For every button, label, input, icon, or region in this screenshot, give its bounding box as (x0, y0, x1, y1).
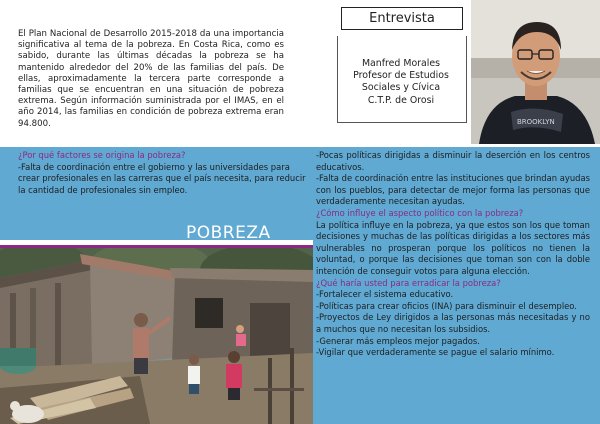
author-school: C.T.P. de Orosi (367, 94, 435, 106)
section-label-entrevista: Entrevista (341, 7, 463, 30)
poverty-scene-image (0, 248, 313, 424)
author-name: Manfred Morales (361, 58, 441, 69)
answer-1-continued-1: -Pocas políticas dirigidas a disminuir la deserción en los centros educativos. (316, 150, 590, 172)
author-credit (337, 58, 465, 107)
answer-2: La política influye en la pobreza, ya que estos son los que toman decisiones y muchas de las políticas dirigidas a los sectores más vulnerables no prosperan porque los políticos no tienen la voluntad, o porque las decisiones que toman son con la doble intención de conseguir votos para alguna elección. (316, 219, 590, 276)
answer-3-item: -Políticas para crear oficios (INA) para disminuir el desempleo. (316, 300, 577, 311)
intro-paragraph: El Plan Nacional de Desarrollo 2015-2018 da una importancia significativa al tema de la pobreza. En Costa Rica, como es sabido, durante las últimas décadas la pobreza se ha mantenido alrededor del 20% de las familias del país. De ellas, aproximadamente la tercera parte corresponde a familias que se encuentran en una situación de pobreza extrema. Según información suministrada por el IMAS, en el año 2014, las familias en condición de pobreza extrema eran 94.800. (18, 29, 284, 129)
svg-text:BROOKLYN: BROOKLYN (517, 118, 555, 126)
author-role-line1: Profesor de Estudios (353, 70, 449, 82)
author-role-line2: Sociales y Cívica (361, 82, 441, 94)
answer-3-item: -Proyectos de Ley dirigidos a las personas más necesitadas y no a muchos que no necesitan los subsidios. (316, 312, 590, 334)
answer-3-item: -Fortalecer el sistema educativo. (316, 289, 454, 300)
interview-left-column (18, 150, 306, 196)
answer-3-item: -Vigilar que verdaderamente se pague el salario mínimo. (316, 347, 555, 358)
question-2: ¿Cómo influye el aspecto político con la pobreza? (316, 207, 524, 218)
interview-right-column (316, 150, 590, 359)
answer-1: -Falta de coordinación entre el gobierno y las universidades para crear profesionales en las carreras que el país necesita, para reducir la cantidad de profesionales sin empleo. (18, 161, 306, 195)
answer-1-continued-2: -Falta de coordinación entre las instituciones que brindan ayudas con los pueblos, para detectar de mejor forma las personas que verdaderamente necesitan ayudas. (316, 173, 590, 207)
question-3: ¿Qué haría usted para erradicar la pobreza? (316, 277, 501, 288)
question-1: ¿Por qué factores se origina la pobreza? (18, 150, 186, 160)
author-photo (471, 0, 600, 144)
answer-3-item: -Generar más empleos mejor pagados. (316, 335, 480, 346)
section-title: POBREZA (186, 223, 271, 243)
